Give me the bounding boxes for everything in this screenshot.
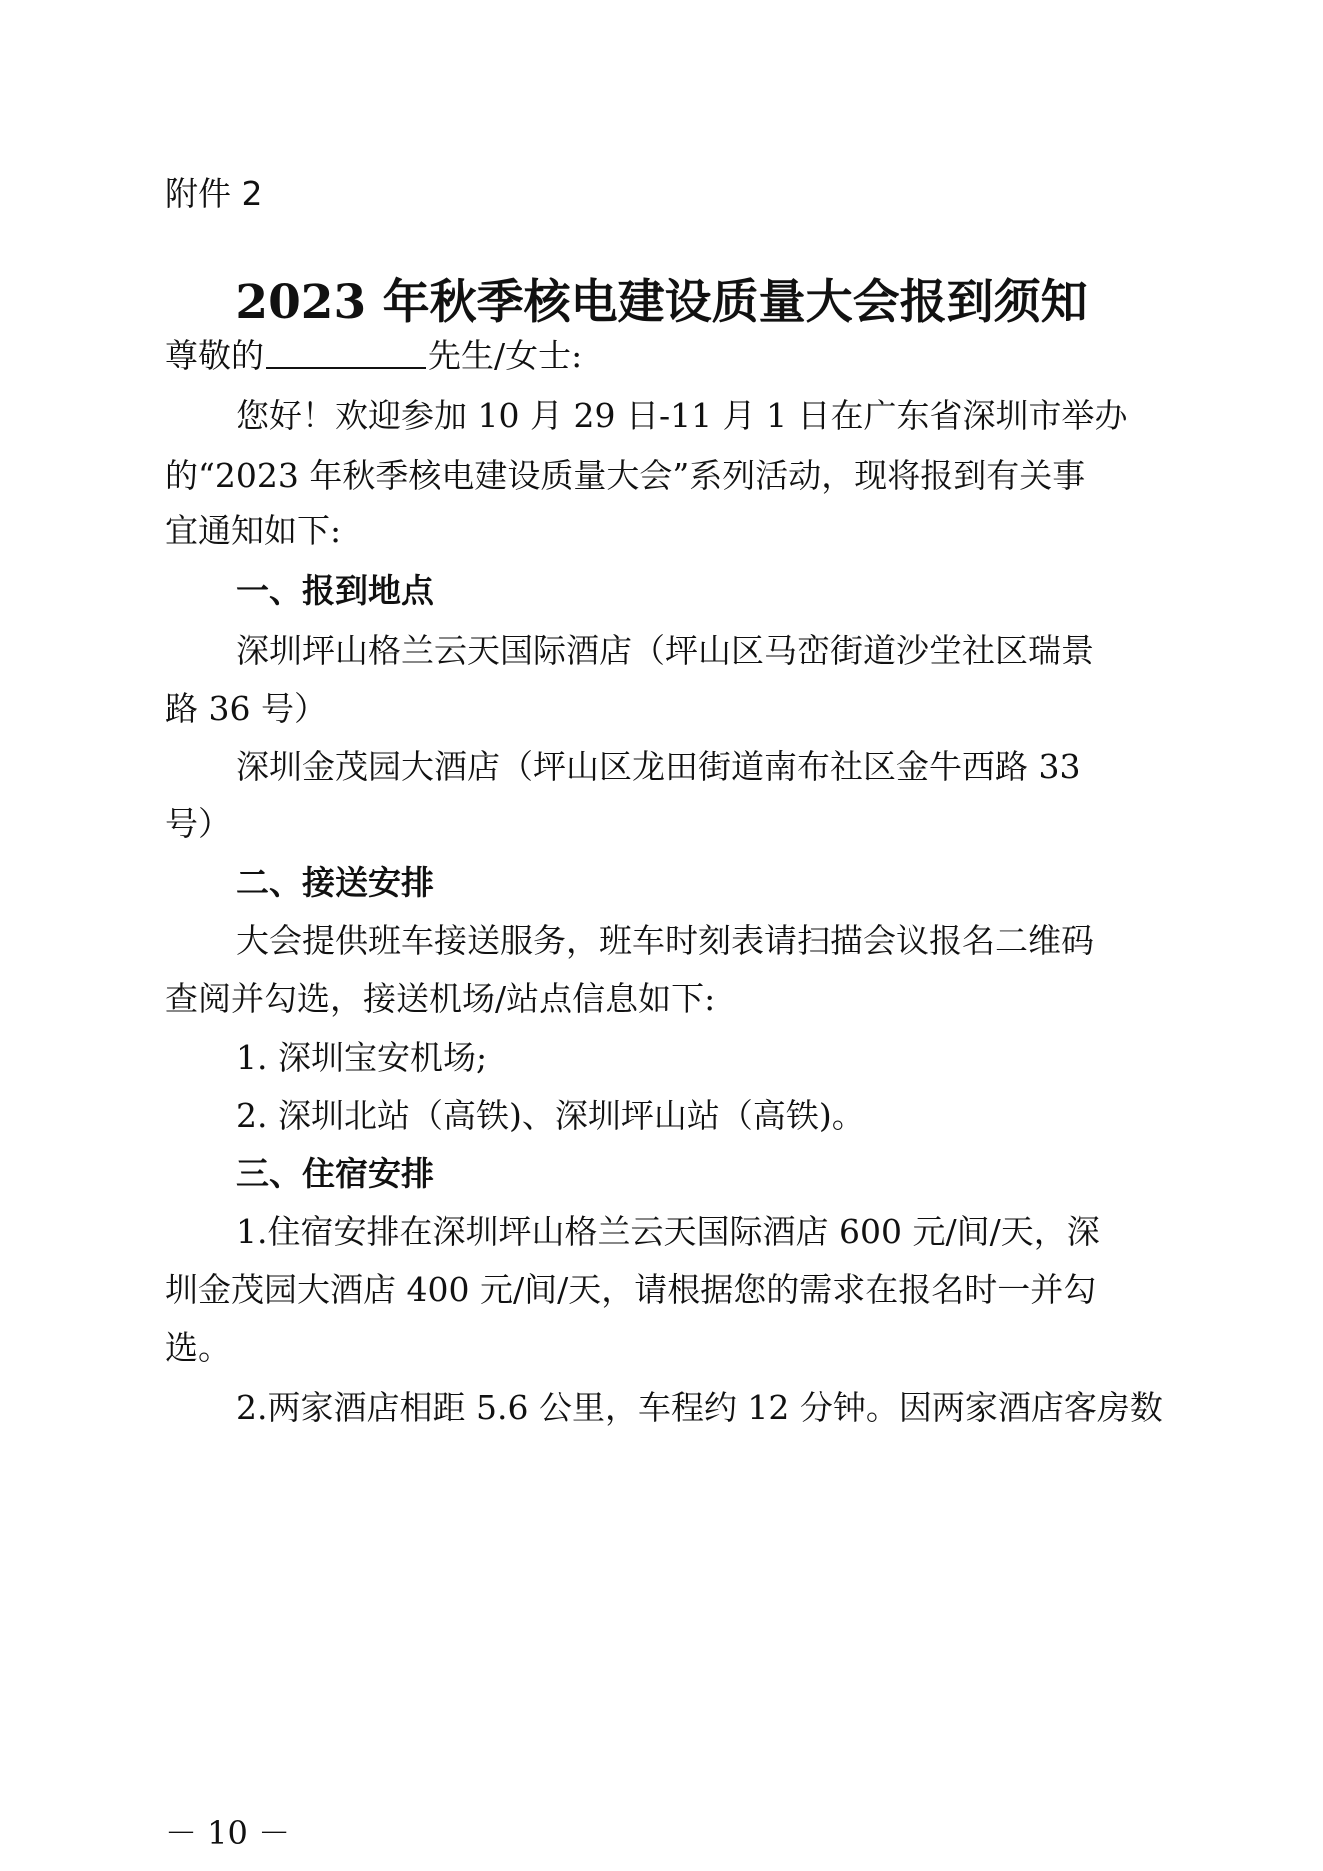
shuttle-line-1: 大会提供班车接送服务，班车时刻表请扫描会议报名二维码: [236, 921, 1094, 960]
lodging-p2-line-1: 2.两家酒店相距 5.6 公里，车程约 12 分钟。因两家酒店客房数: [236, 1388, 1163, 1427]
salutation: [165, 330, 582, 377]
section-heading-2: 二、接送安排: [236, 863, 434, 902]
salutation-suffix: 先生/女士:: [428, 336, 583, 375]
shuttle-line-2: 查阅并勾选，接送机场/站点信息如下:: [165, 979, 716, 1018]
shuttle-item-2: 2. 深圳北站（高铁)、深圳坪山站（高铁)。: [236, 1096, 865, 1135]
hotel-1-line-1: 深圳坪山格兰云天国际酒店（坪山区马峦街道沙坣社区瑞景: [236, 631, 1094, 670]
page-number: － 10 －: [165, 1814, 291, 1852]
hotel-1-line-2: 路 36 号）: [165, 689, 327, 728]
lodging-p1-line-2: 圳金茂园大酒店 400 元/间/天，请根据您的需求在报名时一并勾: [165, 1270, 1097, 1309]
section-heading-1: 一、报到地点: [236, 571, 434, 610]
name-blank: [266, 339, 426, 369]
shuttle-item-1: 1. 深圳宝安机场;: [236, 1038, 488, 1077]
lodging-p1-line-1: 1.住宿安排在深圳坪山格兰云天国际酒店 600 元/间/天，深: [236, 1212, 1100, 1251]
lodging-p1-line-3: 选。: [165, 1328, 231, 1367]
intro-line-3: 宜通知如下:: [165, 511, 342, 550]
hotel-2-line-1: 深圳金茂园大酒店（坪山区龙田街道南布社区金牛西路 33: [236, 747, 1081, 786]
intro-line-1: 您好！欢迎参加 10 月 29 日-11 月 1 日在广东省深圳市举办: [236, 396, 1128, 435]
section-heading-3: 三、住宿安排: [236, 1154, 434, 1193]
page-title: 2023 年秋季核电建设质量大会报到须知: [235, 275, 1088, 330]
intro-line-2: 的“2023 年秋季核电建设质量大会”系列活动，现将报到有关事: [165, 456, 1086, 495]
hotel-2-line-2: 号）: [165, 804, 231, 843]
salutation-prefix: 尊敬的: [165, 336, 264, 375]
attachment-label: 附件 2: [165, 174, 263, 213]
